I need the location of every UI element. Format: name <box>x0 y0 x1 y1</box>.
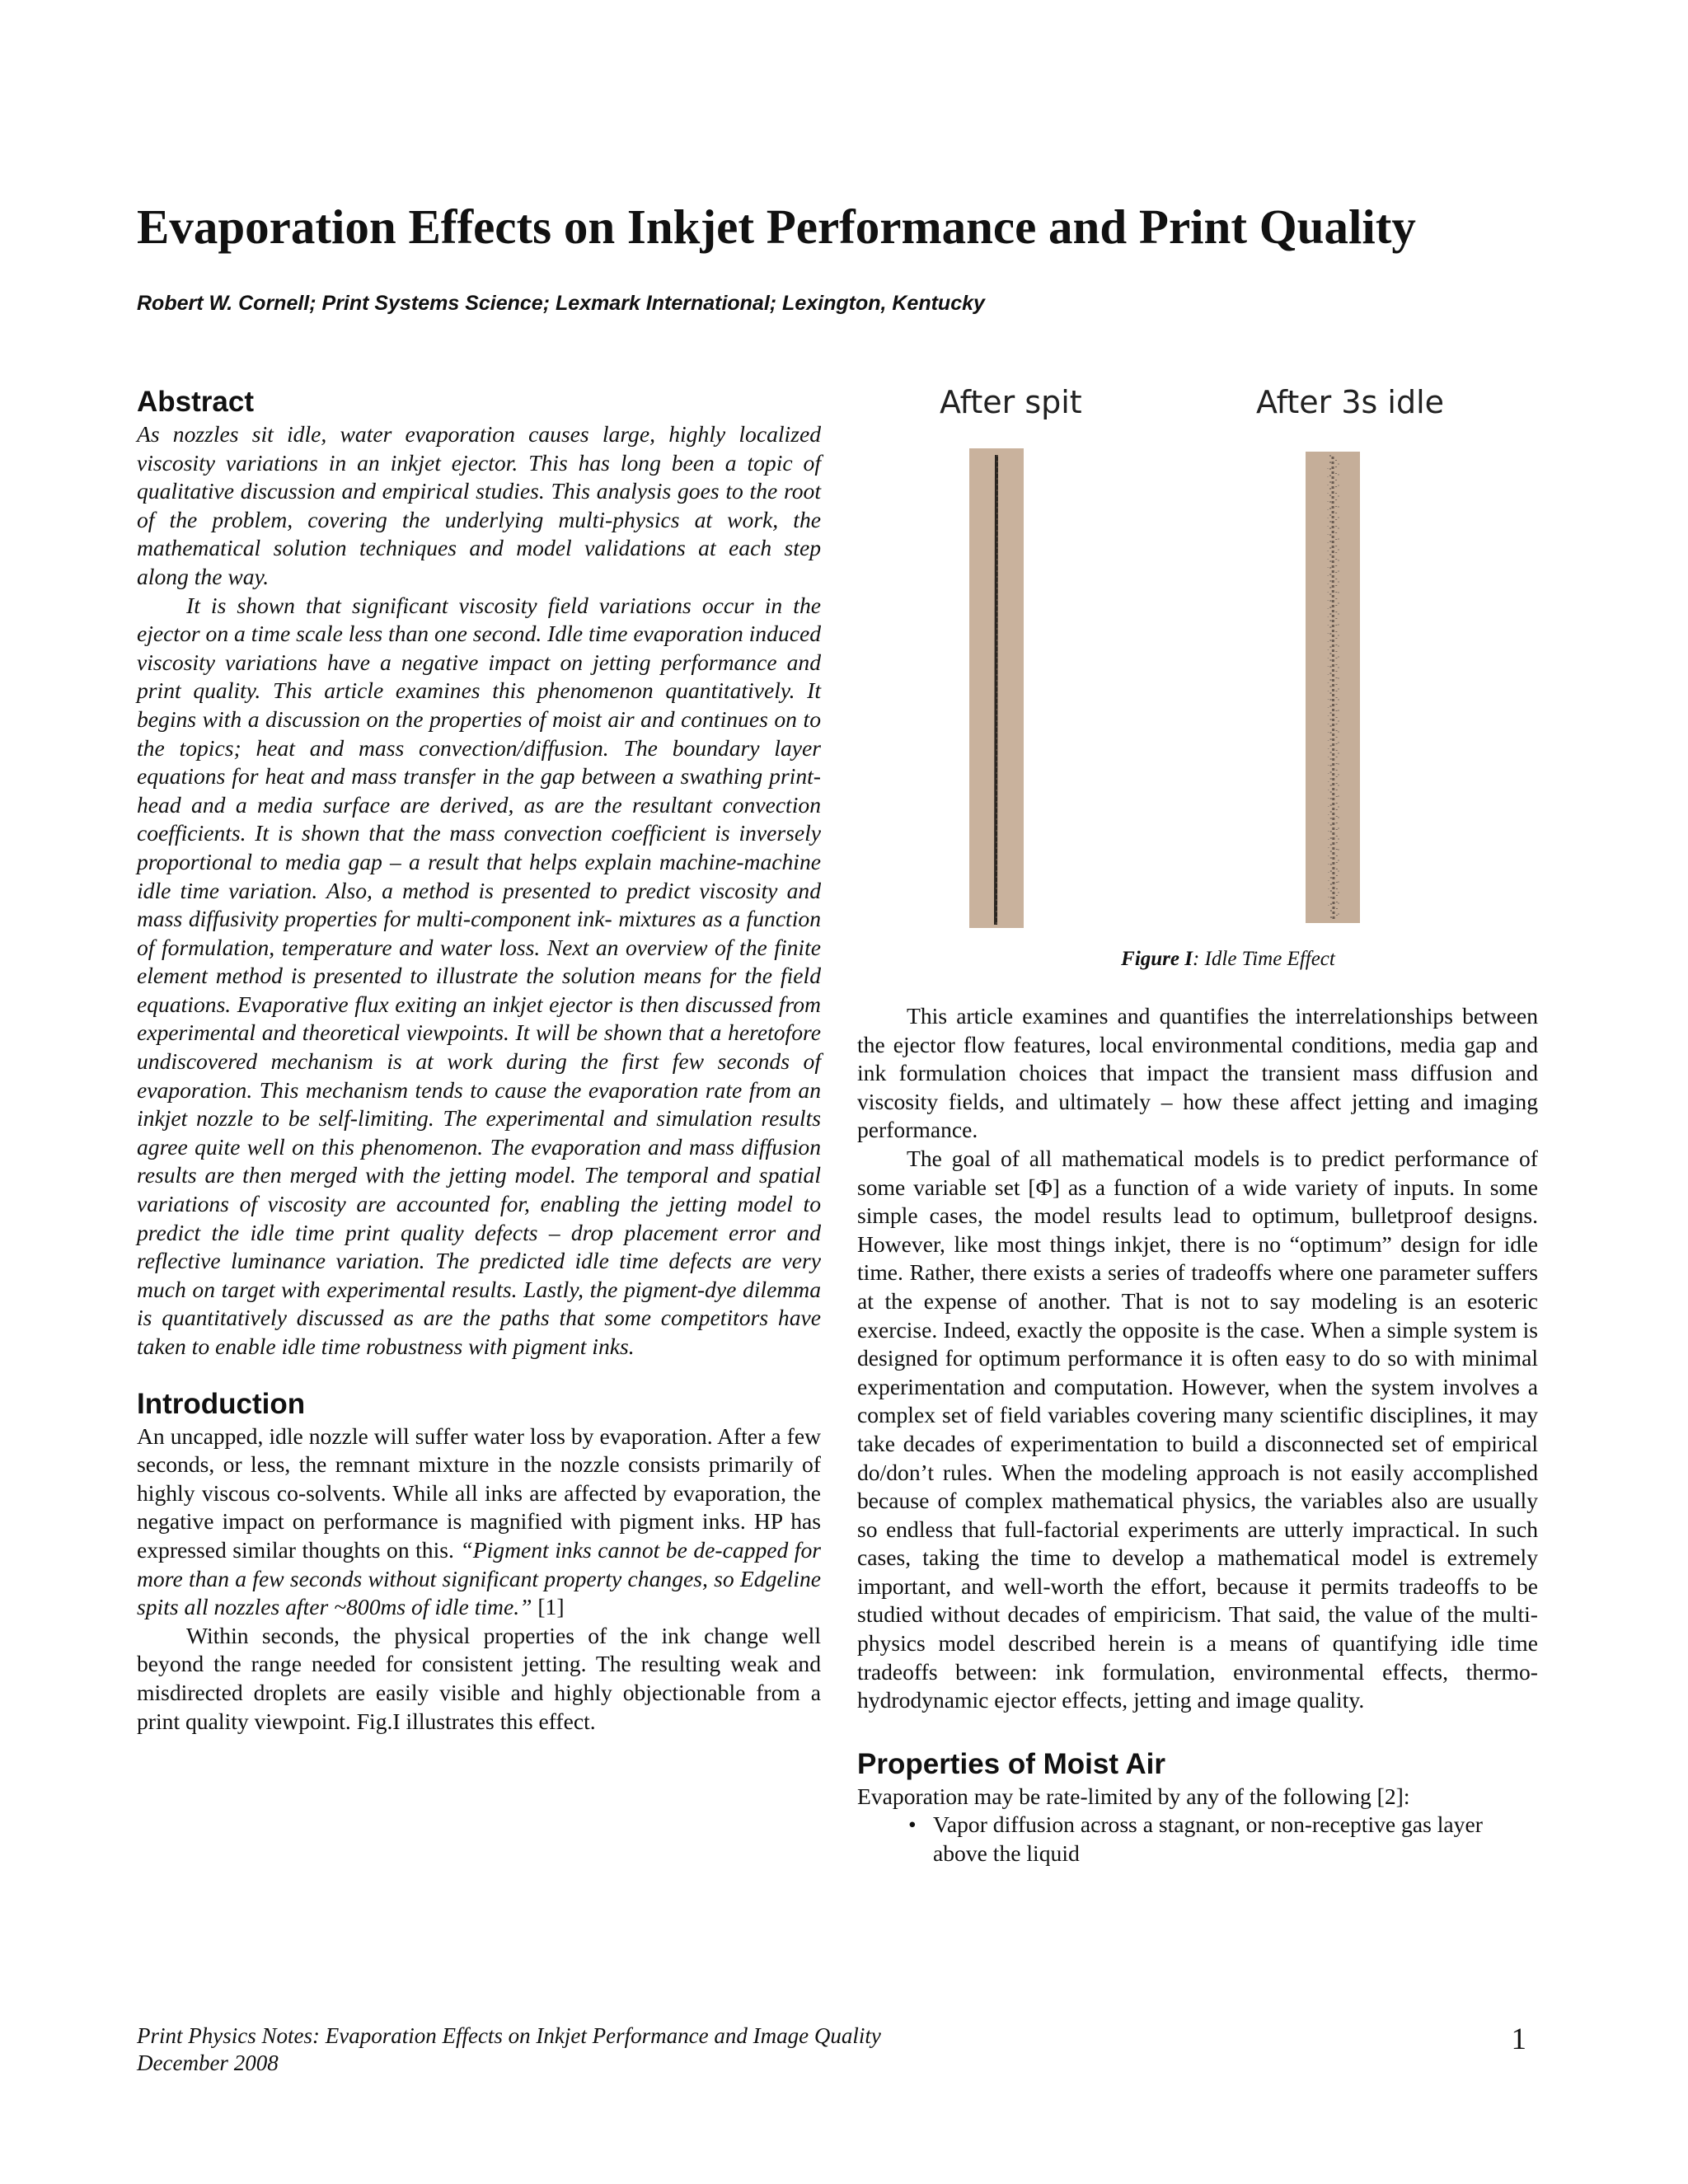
page-number: 1 <box>1511 2022 1526 2056</box>
moist-air-heading: Properties of Moist Air <box>857 1747 1166 1780</box>
page-footer <box>137 2022 881 2077</box>
footer-date: December 2008 <box>137 2050 279 2075</box>
left-column <box>137 384 821 1736</box>
ragged-line-image <box>1306 452 1360 923</box>
figure-caption-text: : Idle Time Effect <box>1192 948 1335 970</box>
figure-label-after-spit: After spit <box>940 384 1082 420</box>
abstract-heading: Abstract <box>137 386 254 418</box>
figure-caption-number: Figure I <box>1121 948 1193 970</box>
right-column <box>857 1002 1538 1868</box>
author-line: Robert W. Cornell; Print Systems Science; Lexmark International; Lexington, Kentucky <box>137 292 985 315</box>
footer-series: Print Physics Notes: Evaporation Effects on Inkjet Performance and Image Quality <box>137 2023 881 2048</box>
paper-title: Evaporation Effects on Inkjet Performance and Print Quality <box>137 199 1416 254</box>
introduction-text: An uncapped, idle nozzle will suffer water loss by evaporation. After a few seconds, or less, the remnant mixture in the nozzle consists primarily of highly viscous co-solvents. While all inks are affected by evaporation, the negative impact on performance is magnified with pigment inks. HP has expressed similar thoughts on this. <box>137 1422 821 1563</box>
right-paragraph-1: This article examines and quantifies the interrelationships between the ejector flow features, local environmental conditions, media gap and ink formulation choices that impact the transient mass diffusion and viscosity fields, and ultimately – how these affect jetting and imaging performance. <box>857 1003 1538 1143</box>
abstract-paragraph-1: As nozzles sit idle, water evaporation causes large, highly localized viscosity variations in an inkjet ejector. This has long been a topic of qualitative discussion and empirical studies. This analysis goes to the root of the problem, covering the underlying multi-physics at work, the mathematical solution techniques and model validations at each step along the way. <box>137 421 821 589</box>
rate-limit-list <box>857 1811 1538 1868</box>
introduction-paragraph-2: Within seconds, the physical properties of the ink change well beyond the range needed for consistent jetting. The resulting weak and misdirected droplets are easily visible and highly objectionable from a print quality viewpoint. Fig.I illustrates this effect. <box>137 1622 821 1734</box>
straight-line-image <box>969 448 1024 928</box>
print-strip-after-spit <box>969 448 1024 928</box>
abstract-paragraph-2: It is shown that significant viscosity field variations occur in the ejector on a time scale less than one second. Idle time evaporation induced viscosity variations have a negative impact on jetting performance and print quality. This article examines this phenomenon quantitatively. It begins with a discussion on the properties of moist air and continues on to the topics; heat and mass convection/diffusion. The boundary layer equations for heat and mass transfer in the gap between a swathing print-head and a media surface are derived, as are the resultant convection coefficients. It is shown that the mass convection coefficient is inversely proportional to media gap – a result that helps explain machine-machine idle time variation. Also, a method is presented to predict viscosity and mass diffusivity properties for multi-component ink- mixtures as a function of formulation, temperature and water loss. Next an overview of the finite element method is presented to illustrate the solution means for the field equations. Evaporative flux exiting an inkjet ejector is then discussed from experimental and theoretical viewpoints. It will be shown that a heretofore undiscovered mechanism is at work during the first few seconds of evaporation. This mechanism tends to cause the evaporation rate from an inkjet nozzle to be self-limiting. The experimental and simulation results agree quite well on this phenomenon. The evaporation and mass diffusion results are then merged with the jetting model. The temporal and spatial variations of viscosity are accounted for, enabling the jetting model to predict the idle time print quality defects – drop placement error and reflective luminance variation. The predicted idle time defects are very much on target with experimental results. Lastly, the pigment-dye dilemma is quantitatively discussed as are the paths that some competitors have taken to enable idle time robustness with pigment inks. <box>137 592 821 1359</box>
figure-caption <box>915 946 1541 972</box>
print-strip-after-idle <box>1306 452 1360 923</box>
introduction-heading: Introduction <box>137 1387 306 1420</box>
list-item: • Vapor diffusion across a stagnant, or non-receptive gas layer above the liquid <box>933 1811 1538 1868</box>
introduction-quote: “Pigment inks cannot be de-capped for more than a few seconds without significant property changes, so Edgeline spits all nozzles after ~800ms of idle time.” <box>137 1536 821 1620</box>
introduction-reference: [1] <box>532 1594 565 1620</box>
introduction-paragraph-1 <box>137 1422 821 1622</box>
moist-air-intro: Evaporation may be rate-limited by any of the following [2]: <box>857 1783 1410 1809</box>
right-paragraph-2: The goal of all mathematical models is to predict performance of some variable set [Φ] as a function of a wide variety of inputs. In some simple cases, the model results lead to optimum, bulletproof designs. However, like most things inkjet, there is no “optimum” design for idle time. Rather, there exists a series of tradeoffs where one parameter suffers at the expense of another. That is not to say modeling is an esoteric exercise. Indeed, exactly the opposite is the case. When a simple system is designed for optimum performance it is often easy to do so with minimal experimentation and computation. However, when the system involves a complex set of field variables covering many scientific disciplines, it may take decades of experimentation to build a disconnected set of empirical do/don’t rules. When the modeling approach is not easily accomplished because of complex mathematical physics, the variables also are usually so endless that full-factorial experiments are utterly impractical. In such cases, taking the time to develop a mathematical model is extremely important, and well-worth the effort, because it permits tradeoffs to be studied without decades of empiricism. That said, the value of the multi-physics model described herein is a means of quantifying idle time tradeoffs between: ink formulation, environmental effects, thermo-hydrodynamic ejector effects, jetting and image quality. <box>857 1145 1538 1713</box>
figure-label-after-idle: After 3s idle <box>1256 384 1444 420</box>
figure-idle-time-effect <box>915 382 1541 976</box>
